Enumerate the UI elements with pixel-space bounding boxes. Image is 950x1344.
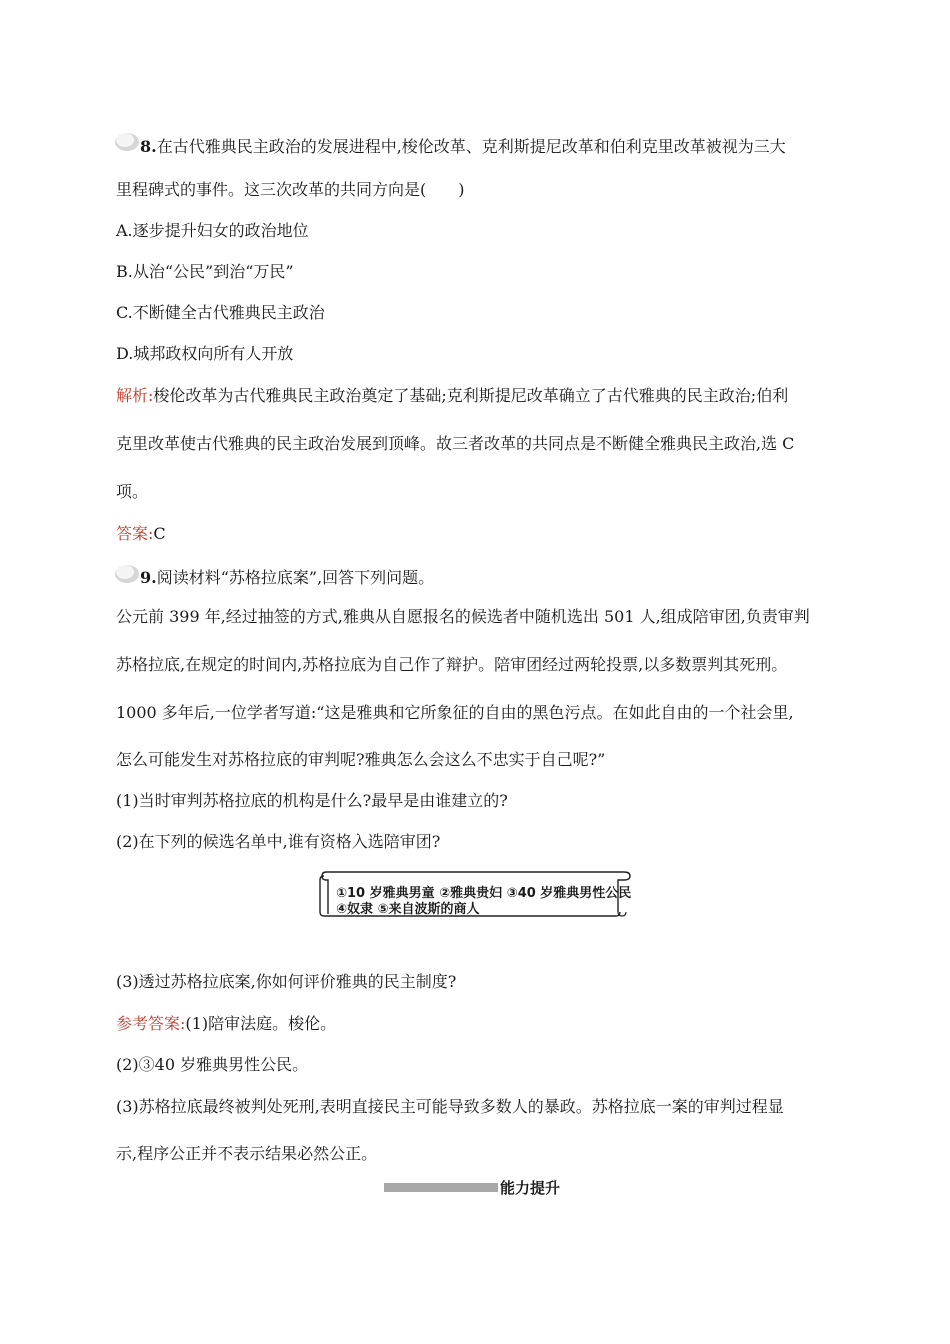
q8-option-c: C.不断健全古代雅典民主政治 <box>116 303 325 322</box>
q9-material-line3: 1000 多年后,一位学者写道:“这是雅典和它所象征的自由的黑色污点。在如此自由的一个社会里, <box>116 703 794 722</box>
q9-ref3-line1: (3)苏格拉底最终被判处死刑,表明直接民主可能导致多数人的暴政。苏格拉底一案的审判过程显 <box>116 1097 784 1116</box>
q8-analysis-line2: 克里改革使古代雅典的民主政治发展到顶峰。故三者改革的共同点是不断健全雅典民主政治,选 C <box>116 434 795 453</box>
analysis-label: 解析: <box>116 386 154 405</box>
question-bubble-icon <box>114 562 140 584</box>
q8-stem-line2: 里程碑式的事件。这三次改革的共同方向是( ) <box>116 180 465 199</box>
q9-material-line1: 公元前 399 年,经过抽签的方式,雅典从自愿报名的候选者中随机选出 501 人,组成陪审团,负责审判 <box>116 607 810 626</box>
reference-answer-label: 参考答案: <box>116 1014 186 1033</box>
q9-sub1: (1)当时审判苏格拉底的机构是什么?最早是由谁建立的? <box>116 791 508 810</box>
question-bubble-icon <box>114 130 140 152</box>
q9-reference-answer: 参考答案:(1)陪审法庭。梭伦。 <box>116 1014 337 1033</box>
q9-material-line2: 苏格拉底,在规定的时间内,苏格拉底为自己作了辩护。陪审团经过两轮投票,以多数票判其死刑。 <box>116 655 788 674</box>
q8-stem-line1: 8.在古代雅典民主政治的发展进程中,梭伦改革、克利斯提尼改革和伯利克里改革被视为三大 <box>140 137 786 156</box>
section-bar <box>384 1183 498 1192</box>
answer-label: 答案: <box>116 524 154 543</box>
candidate-list-scroll <box>316 866 634 918</box>
answer-value: C <box>153 524 166 543</box>
q8-number: 8. <box>140 137 157 156</box>
q9-ref2: (2)③40 岁雅典男性公民。 <box>116 1055 309 1074</box>
q9-sub2: (2)在下列的候选名单中,谁有资格入选陪审团? <box>116 832 441 851</box>
section-title: 能力提升 <box>500 1179 561 1197</box>
q8-answer <box>116 524 166 544</box>
scroll-line1: ①10 岁雅典男童 ②雅典贵妇 ③40 岁雅典男性公民 <box>336 886 632 901</box>
q8-option-b: B.从治“公民”到治“万民” <box>116 262 294 281</box>
q9-sub3: (3)透过苏格拉底案,你如何评价雅典的民主制度? <box>116 972 457 991</box>
q9-ref3-line2: 示,程序公正并不表示结果必然公正。 <box>116 1144 378 1163</box>
q8-option-a: A.逐步提升妇女的政治地位 <box>116 221 309 240</box>
q9-stem: 9.阅读材料“苏格拉底案”,回答下列问题。 <box>140 568 435 587</box>
q8-option-d: D.城邦政权向所有人开放 <box>116 344 294 363</box>
q8-analysis-line3: 项。 <box>116 482 149 501</box>
scroll-line2: ④奴隶 ⑤来自波斯的商人 <box>336 902 480 917</box>
q9-material-line4: 怎么可能发生对苏格拉底的审判呢?雅典怎么会这么不忠实于自己呢?” <box>116 750 606 769</box>
q9-number: 9. <box>140 568 157 587</box>
q8-analysis-line1: 解析:梭伦改革为古代雅典民主政治奠定了基础;克利斯提尼改革确立了古代雅典的民主政治;伯利 <box>116 386 789 405</box>
